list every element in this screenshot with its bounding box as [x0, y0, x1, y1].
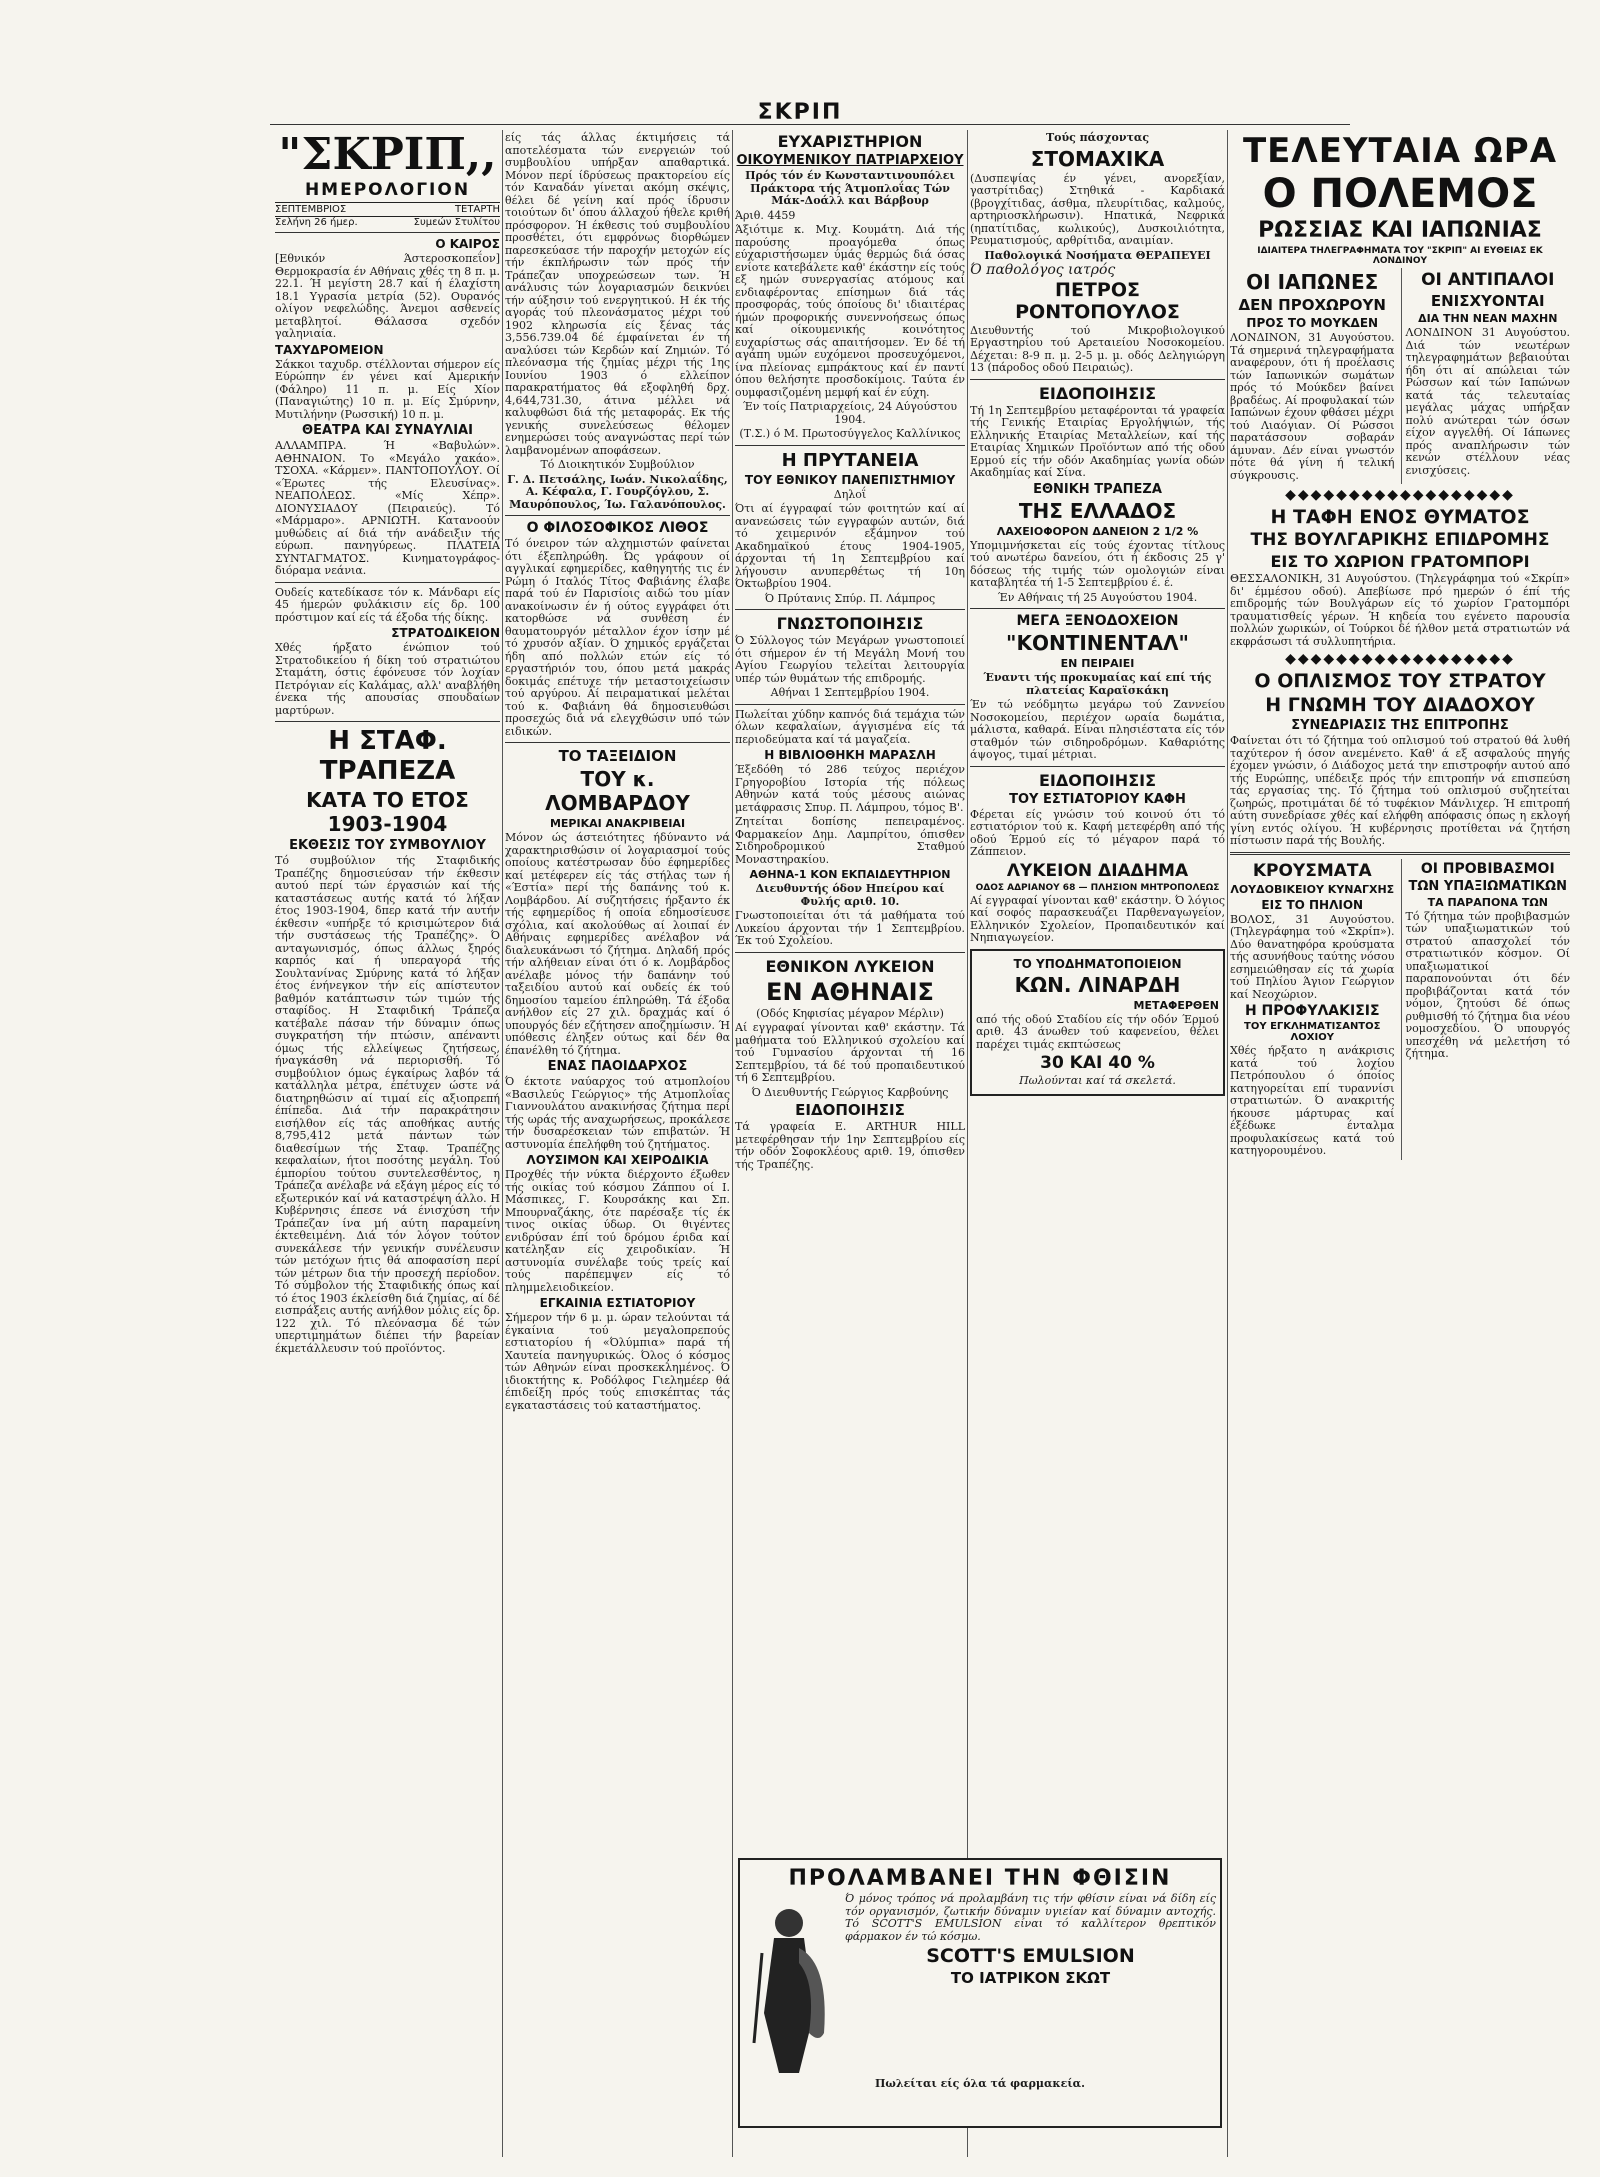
military-court-heading: ΣΤΡΑΤΟΔΙΚΕΙΟΝ — [391, 626, 500, 640]
opponents-article — [1401, 268, 1571, 484]
masthead-subtitle: ΗΜΕΡΟΛΟΓΙΟΝ — [304, 180, 471, 200]
promotions-text: Τό ζήτημα τών προβιβασμών τών υπαξιωματικών τού στρατού απασχολεί τόν στρατιωτικόν κόσμον. Οί υπαξιωματικοί παραπονούνται ότι δέν προβιβάζονται κατά τόν νόμον, ζητούσι δέ όπως ρυθμισθή τό ζήτημα δια νέου νομοσχεδίου. Ό υπουργός υπεσχέθη νά μελετήση τό ζήτημα. — [1405, 909, 1570, 1060]
school-subheading: Διευθυντής όδον Ηπείρου καί Φυλής αριθ. 10. — [755, 882, 945, 908]
restaurant-text: Φέρεται είς γνώσιν τού κοινού ότι τό εστιατόριον τού κ. Καφή μετεφέρθη από τής οδού Έρμού είς τό μέγαρον παρά τό Ζάππειον. — [970, 807, 1225, 858]
lyk-text: Αί εγγραφαί γίνονται καθ' εκάστην. Ό λόγιος καί σοφός παρασκευάζει Παρθεναγωγείον, Ελληνικόν Σχολείον, Προπαιδευτικόν καί Νηπιαγωγείον. — [970, 893, 1225, 944]
military-court-text: Χθές ήρξατο ένώπιον τού Στρατοδικείου ή δίκη τού στρατιώτου Σταμάτη, όστις έφόνευσε τόν λοχίαν Πετρόγιαν είς Καλάμας, αλλ' αναβλήθη ένεκα τής απουσίας σπουδαίων μαρτύρων. — [275, 641, 500, 717]
opponents-heading: ΟΙ ΑΝΤΙΠΑΛΟΙ — [1421, 270, 1555, 290]
bottom-columns — [1230, 859, 1570, 1160]
shoe-ad — [970, 949, 1225, 1096]
lyceum-text: Αί εγγραφαί γίνονται καθ' εκάστην. Τά μαθήματα τού Ελληνικού σχολείου καί τού Γυμνασίου άρχονται τή 16 Σεπτεμβρίου, τά δέ τού προπαιδευτικού τή 6 Σεπτεμβρίου. — [735, 1021, 965, 1084]
hotel-location: ΕΝ ΠΕΙΡΑΙΕΙ — [1060, 657, 1135, 670]
shoe-footer: Πωλούνται καί τά σκελετά. — [1019, 1074, 1176, 1087]
national-bank-date: Έν Αθήναις τή 25 Αυγούστου 1904. — [997, 590, 1198, 604]
burial-heading-3: ΕΙΣ ΤΟ ΧΩΡΙΟΝ ΓΡΑΤΟΜΠΟΡΙ — [1270, 552, 1530, 571]
war-subheading: ΙΔΙΑΙΤΕΡΑ ΤΗΛΕΓΡΑΦΗΜΑΤΑ ΤΟΥ "ΣΚΡΙΠ" ΑΙ ΕΥΘΕΙΑΣ ΕΚ ΛΟΝΔΙΝΟΥ — [1257, 246, 1543, 266]
army-heading: Ο ΟΠΛΙΣΜΟΣ ΤΟΥ ΣΤΡΑΤΟΥ — [1254, 670, 1546, 692]
bank-text: Τό συμβούλιον τής Σταφιδικής Τραπέζης δημοσιεύσαν τήν έκθεσιν αυτού περί τών έργασιών καί τής καταστάσεως αυτής κατά τό λήξαν έτος 1903-1904, δπερ κατά τήν αυτήν έκθεσιν «υπήρξε τό κρισιμώτερον διά τήν συστάσεως τής Τραπέζης». Ό ανταγωνισμός, όπως άλλως ξηρός καρπός καί ή υπεραγορά τής Σουλτανίνας Σμύρνης κατά τό λήξαν έτος ένήνεγκον τήν είς απίστευτον βαθμόν κατάπτωσιν τών τιμών τής σταφίδος. Η Σταφιδική Τράπεζα κατέβαλε πάσαν τήν δύναμιν όπως συγκρατήση τήν πτώσιν, απέναντι όμως τής ελλείψεως ζητήσεως, ήναγκάσθη νά περιορισθή. Τό συμβούλιον όμως έγκαίρως λαβόν τά κατάλληλα μέτρα, έπέτυχεν ώστε νά διατηρηθώσιν αί τιμαί είς αξιοπρεπή έπίπεδα. Διά τήν παρακράτησιν εισήλθον είς τάς αποθήκας αυτής 8,795,412 μετά πάντων τών διαθεσίμων τής Σταφ. Τραπέζης κεφαλαίων, ήτοι ποσότης μεγάλη. Τού έμπορίου τούτου συντελεσθέντος, η Τράπεζα ανέλαβε νά εξάγη μέρος είς τό εξωτερικόν καί νά καταστρέψη άλλο. Η Κυβέρνησις έπεσε νά ένισχύση τήν Τράπεζαν ίνα μή αύτη παραμείνη έκτεθειμένη. Διά τόν λόγον τούτον συνεκάλεσε τήν γενικήν συνέλευσιν τών μετόχων ήτις θά αποφασίση περί τών μέτρων δια τήν προσεχή περίοδον. Τό σύμβολον τής Σταφιδικής όπως καί τό έτος 1903 έκλείσθη διά ζημίας, αί δέ εισπράξεις αυτής ανήλθον μόλις είς δρ. 122 χιλ. Τό πλεόνασμα δέ τών υπερτιμημάτων διέπει τήν βαρείαν έκμετάλλευσιν τού προϊόντος. — [275, 854, 500, 1355]
emulsion-ad-text: Ό μόνος τρόπος νά προλαμβάνη τις τήν φθίσιν είναι νά δίδη είς τόν οργανισμόν, ζωτικήν δύναμιν υγιείαν καί δύναμιν αντοχής. Τό SCOTT'S EMULSION είναι τό καλλίτερον θρεπτικόν φάρμακον έν τώ κόσμω. — [845, 1892, 1216, 1943]
page-header-title: ΣΚΡΙΠ — [757, 100, 843, 125]
hotel-heading: ΜΕΓΑ ΞΕΝΟΔΟΧΕΙΟΝ — [1016, 613, 1179, 629]
bank-subheading: ΚΑΤΑ ΤΟ ΕΤΟΣ 1903-1904 — [306, 788, 469, 836]
column-rule — [1227, 130, 1228, 2157]
thanks-recipient: Πρός τόν έν Κωνσταντινουπόλει Πράκτορα τής Άτμοπλοΐας Τών Μάκ-Δοάλλ και Βάρβουρ — [745, 169, 955, 207]
ornament-divider: ◆◆◆◆◆◆◆◆◆◆◆◆◆◆◆◆◆◆ — [1285, 487, 1515, 503]
hotel-text: Έν τώ νεόδμητω μεγάρω τού Ζαννείου Νοσοκομείου, περιέχον ωραία δωμάτια, μάλιστα, καθαρά. Είναι πλησιέστατα είς τόν σταθμόν τών σιδηροδρόμων. Καθαριότης άψογος, τιμαί μέτριαι. — [970, 698, 1225, 761]
burial-heading: Η ΤΑΦΗ ΕΝΟΣ ΘΥΜΑΤΟΣ — [1270, 506, 1530, 528]
lyk-subheading: ΟΔΟΣ ΑΔΡΙΑΝΟΥ 68 — ΠΛΗΣΙΟΝ ΜΗΤΡΟΠΟΛΕΩΣ — [975, 882, 1220, 893]
post-text: Σάκκοι ταχυδρ. στέλλονται σήμερον είς Εύρώπην έν γένει καί Αμερικήν (Φάληρο) 11 π. μ. Είς Χίον (Παναγιώτης) 10 π. μ. Είς Σμύρνην, Μυτιλήνην (Ρωσσική) 10 π. μ. — [275, 357, 500, 421]
prytany-signature: Ό Πρύτανις Σπύρ. Π. Λάμπρος — [764, 591, 936, 605]
japanese-article — [1230, 268, 1395, 484]
war-columns — [1230, 268, 1570, 484]
doctor-sub: Παθολογικά Νοσήματα ΘΕΡΑΠΕΥΕΙ — [984, 248, 1211, 262]
restaurant-opening-text: Σήμερον τήν 6 μ. μ. ώραν τελούνται τά έγκαίνια τού μεγαλοπρεπούς εστιατορίου ή «Όλύμπια» παρά τή Χαυτεία πανηγυρικώς. Όλος ό κόσμος τών Αθηνών είναι προσκεκλημένος. Ό ιδιοκτήτης κ. Ροδόλφος Γιελημέερ θά έπιδείξη πρός τούς επισκέπτας τάς εγκαταστάσεις τού καταστήματος. — [505, 1311, 730, 1412]
bank-continued-text: είς τάς άλλας έκτιμήσεις τά αποτελέσματα τών ενεργειών τού συμβουλίου υπήρξαν απαθαρτικά. Μόνον περί ίδρύσεως πρακτορείου είς τόν Καναδάν γίνεται ακόμη σκέψις, θέλει δέ γείνη καί πρός ίδρυσιν τοιούτων δι' όπου άλλαχού ήθελε κριθή πρόσφορον. Ή έκθεσις τού συμβουλίου προσθέτει, ότι εμφρόνως διορθώμεν παρεσκεύασε τήν παροχήν μετοχών είς τήν έκπλήρωσιν τών πρός τήν Τράπεζαν υποχρεώσεων των. Ή ανάλυσις τών λογαριασμών δεικνύει τήν αύξησιν τού ενεργητικού. Η έκ τής αγοράς τού πλεονάσματος μέχρι τού 1902 κληρωσία είς ξένας τάς 3,556.739.04 δέ έμφαίνεται έν τή αναλύσει τών Κερδών καί Ζημιών. Τό πλεόνασμα τής ζημίας μέχρι τής 1ης Ιουνίου 1903 ό ελλείπον παρακρατήματος θά εξοφληθή δρχ. 4,644,731.30, άτινα μέλλει νά καλυφθώσι διά τής μεταφοράς. Εκ τής γενικής συνελεύσεως θέλομεν ενημερώσει τούς αναγνώστας περί τών λαμβανομένων αποφάσεων. — [505, 131, 730, 457]
stone-text: Τό όνειρον τών αλχημιστών φαίνεται ότι έξεπληρώθη. Ώς γράφουν οί αγγλικαί εφημερίδες, καθηγητής τις έν Ρώμη ό Ιταλός Τίτος Φαβιάνης έλαβε παρά τού έν Παρισίοις αιδώ του μίαν ανακοίνωσιν έν ή ούτος εγγράφει ότι κατορθώσε νά συνθέση έν θαυματουργόν μέταλλον έχον ίσην μέ τό χρυσόν αξίαν. Ό χημικός εργάζεται ήδη από πολλών ετών είς τό εργαστήριόν του, όπου μετά μακράς δοκιμάς επέτυχε τήν μεταστοιχείωσιν τού αργύρου. Αί πειραματικαί μελέται τού κ. Φαβιάνη θά δημοσιευθώσι προσεχώς διά νά ελεγχθώσιν υπό τών ειδικών. — [505, 537, 730, 738]
emulsion-footer: Πωλείται είς όλα τά φαρμακεία. — [875, 2077, 1085, 2090]
column-rule — [502, 130, 503, 2157]
shoe-heading: ΤΟ ΥΠΟΔΗΜΑΤΟΠΟΙΕΙΟΝ — [1013, 956, 1182, 971]
prytany-subheading: Δηλοΐ — [833, 487, 867, 501]
weather-text: [Εθνικόν Άστεροσκοπεΐον] Θερμοκρασία έν Αθήναις χθές τη 8 π. μ. 22.1. Ή μεγίστη 28.7 καί ή έλαχίστη 18.1 Υγρασία μετρία (52). Ουρανός ολίγον νεφελώδης. Άνεμοι ασθενείς μεταβλητοί. Θάλασσα σχεδόν γαληνιαία. — [275, 252, 500, 340]
notice-date: Αθήναι 1 Σεπτεμβρίου 1904. — [770, 686, 930, 699]
shoe-discount: 30 ΚΑΙ 40 % — [1040, 1053, 1155, 1073]
baths-text: Προχθές τήν νύκτα διέρχοντο έξωθεν τής οικίας τού κόσμου Ζάππου οί Ι. Μάσπικες, Γ. Κουρσάκης και Σπ. Μπουρναζάκης, ότε παρέσαξε τίς έκ τινος οικίας ύδωρ. Οι θιγέντες ενιδρύσαν έπί τού δρόμου έριδα καί κατέληξαν είς χειροδικίαν. Ή αστυνομία συνέλαβε τούς τρείς καί τούς παρέπεμψεν είς τό πλημμελειοδικείον. — [505, 1168, 730, 1294]
boy-text: Ό έκτοτε ναύαρχος τού ατμοπλοίου «Βασιλεύς Γεώργιος» τής Ατμοπλοΐας Γιαννουλάτου ανακινήσας ζήτημα περί τής ωράς τής αναχωρήσεως, προκάλεσε τήν δυσαρέσκειαν τών επιβατών. Ή αστυνομία έπελήφθη τού ζητήματος. — [505, 1075, 730, 1151]
prytany-heading: Η ΠΡΥΤΑΝΕΙΑ — [781, 449, 919, 471]
prytany-text: Ότι αί έγγραφαί τών φοιτητών καί αί ανανεώσεις τών εγγραφών αυτών, διά τό χειμερινόν εξάμηνον τού Ακαδημαϊκού έτους 1904-1905, άρχονται τή 1η Σεπτεμβρίου καί λήγουσιν ανυπερθέτως τή 10η Όκτωβρίου 1904. — [735, 502, 965, 590]
stomach-text: (Δυσπεψίας έν γένει, ανορεξίαν, γαστρίτιδας) Στηθικά - Καρδιακά (βρογχίτιδας, άσθμα, πλευρίτιδας, καλμούς, αρτηριοσκλήρωσιν). Ηπατικά, Νεφρικά (ηπατίτιδας, κωλικούς), Δυσκοιλιότητα, Ρευματισμούς, αρθρίτιδα, αναιμίαν. — [970, 171, 1225, 247]
column-rule — [967, 130, 968, 2157]
shoe-text: από τής οδού Σταδίου είς τήν οδόν Έρμού αριθ. 43 άνωθεν τού καφενείου, θέλει παρέχει τιμάς εκπτώσεως — [976, 1012, 1219, 1051]
weather-heading: Ο ΚΑΙΡΟΣ — [435, 237, 500, 251]
japanese-heading: ΟΙ ΙΑΠΩΝΕΣ — [1246, 270, 1379, 294]
thanks-heading-2: ΟΙΚΟΥΜΕΝΙΚΟΥ ΠΑΤΡΙΑΡΧΕΙΟΥ — [736, 153, 964, 168]
war-heading-2: ΡΩΣΣΙΑΣ ΚΑΙ ΙΑΠΩΝΙΑΣ — [1258, 218, 1542, 243]
tobacco-ad: Πωλείται χύδην καπνός διά τεμάχια τών όλων κεφαλαίων, άγγισμένα είς τά περιοδεύματα καί τά μαγαζεία. — [735, 707, 965, 746]
japanese-text: ΛΟΝΔΙΝΟΝ, 31 Αυγούστου. Τά σημερινά τηλεγραφήματα αναφέρουν, ότι ή προέλασις τών Ιαπωνικών σωμάτων πρός τό Μούκδεν βαίνει βραδέως. Αί προφυλακαί τών Ιαπώνων έχουν φθάσει μέχρι τού Λιαόγιαν. Οί Ρώσσοι παρατάσσουν σοβαράν άμυναν. Δέν είναι γνωστόν πότε θά γίνη ή τελική σύγκρουσις. — [1230, 331, 1395, 482]
crime-text: Ουδείς κατεδίκασε τόν κ. Μάνδαρι είς 45 ήμερών φυλάκισιν είς δρ. 100 πρόστιμον καί είς τά έξοδα τής δίκης. — [275, 585, 500, 624]
saint-day: Συμεών Στυλίτου — [413, 217, 500, 228]
meeting-heading: ΕΙΔΟΠΟΙΗΣΙΣ — [1038, 383, 1156, 403]
weekday: ΤΕΤΑΡΤΗ — [454, 204, 500, 215]
restaurant-opening-heading: ΕΓΚΑΙΝΙΑ ΕΣΤΙΑΤΟΡΙΟΥ — [539, 1296, 696, 1310]
trip-text: Μόνον ώς άστειότητες ήδύναντο νά χαρακτηρισθώσιν οί λογαριασμοί τούς οποίους κατέστρωσαν δύο έφημερίδες καί μετέφερεν είς τάς στήλας των ή «Έστία» περί τής δαπάνης τού κ. Λομβάρδου. Αί συζητήσεις ήρξαντο έκ τής εφημερίδος ή οποία εδημοσίευσε σχόλια, καί ακολούθως αί λοιπαί έν Αθήναις εφημερίδες ανέλαβον νά διαλευκάνωσι τό ζήτημα. Δηλαδή πρός τήν αλήθειαν είναι ότι ό κ. Λομβάρδος ανέλαβε μόνος τήν δαπάνην τού ταξειδίου αυτού καί ουδείς έκ τού δημοσίου ταμείου έπληρώθη. Τά έξοδα ανήλθον είς 27 χιλ. δραχμάς καί ό υπουργός δέν εζήτησεν αποζημίωσιν. Ή υπόθεσις έληξεν ούτως καί δέν θα έπανέλθη τό ζήτημα. — [505, 831, 730, 1057]
promotions-heading: ΟΙ ΠΡΟΒΙΒΑΣΜΟΙ — [1420, 860, 1555, 877]
notice-2-heading: ΕΙΔΟΠΟΙΗΣΙΣ — [795, 1101, 905, 1119]
theatre-text: ΑΛΛΑΜΠΡΑ. Ή «Βαβυλών». ΑΘΗΝΑΙΟΝ. Το «Μεγάλο χακάο». ΤΣΟΧΑ. «Κάρμεν». ΠΑΝΤΟΠΟΥΛΟΥ. Οί «Έρωτες τής Ελευσίνας». ΝΕΑΠΟΛΕΩΣ. «Μίς Χέπρ». ΔΙΟΝΥΣΙΑΔΟΥ (Πειραιεύς). Τό «Μάρμαρο». ΑΡΝΙΩΤΗ. Κατανοούν μυθώδεις αί διά τήν ανάδειξιν τής εύρωπ. πανηγύρεως. ΠΛΑΤΕΙΑ ΣΥΝΤΑΓΜΑΤΟΣ. Κινηματογράφος-διόραμα νεάνια. — [275, 439, 500, 577]
boy-heading: ΕΝΑΣ ΠΑΟΙΔΑΡΧΟΣ — [547, 1059, 688, 1074]
restaurant-heading: ΕΙΔΟΠΟΙΗΣΙΣ — [1038, 770, 1156, 790]
column-1 — [275, 130, 500, 2157]
guard-heading: Η ΠΡΟΦΥΛΑΚΙΣΙΣ — [1244, 1003, 1380, 1019]
national-bank-heading: ΕΘΝΙΚΗ ΤΡΑΠΕΖΑ — [1033, 481, 1162, 497]
thanks-date: Έν τοίς Πατριαρχείοις, 24 Αύγούστου 1904. — [742, 400, 958, 426]
thanks-number: Άριθ. 4459 — [735, 208, 796, 222]
lyceum-heading-2: ΕΝ ΑΘΗΝΑΙΣ — [766, 977, 934, 1006]
doctor-text: Διευθυντής τού Μικροβιολογικού Εργαστηρίου τού Αρεταιείου Νοσοκομείου. Δέχεται: 8-9 π. μ. 2-5 μ. μ. οδός Δεληγιώργη 13 (πάροδος οδού Πειραιώς). — [970, 323, 1225, 374]
moon-day: Σελήνη 26 ήμερ. — [275, 217, 358, 228]
army-text: Φαίνεται ότι τό ζήτημα τού οπλισμού τού στρατού θά λυθή ταχύτερον ή όσον ανεμένετο. Καθ' ά εξ ασφαλούς πηγής έχομεν γνώσιν, ό Διάδοχος μετά την επιστροφήν αυτού από τής Ευρώπης, υπέδειξε πρός τήν επιτροπήν νά επισπεύση τάς εργασίας της. Τό ζήτημα τού οπλισμού συζητείται ζωηρώς, προτιμάται δέ τό τυφέκιον Μάνλιχερ. Ή επιτροπή αύτη συνεδρίασε χθές καί ελήφθη απόφασις όπως η εκλογή γίνη εντός ολίγου. Ή κυβέρνησις προτίθεται νά ζητήση πίστωσιν παρά τής Βουλής. — [1230, 734, 1570, 847]
emulsion-ad — [738, 1858, 1222, 2128]
header-rule — [270, 124, 1350, 125]
lyceum-signature: Ό Διευθυντής Γεώργιος Καρβούνης — [751, 1085, 949, 1099]
promotions-article — [1401, 859, 1571, 1160]
column-4 — [970, 130, 1225, 2157]
pharmacy-ad: Ζητείται δοπίσης πεπειραμένος. Φαρμακείον Δημ. Λαμπρίτου, όπισθεν Σιδηροδρομικού Σταθμού Μοναστηρακίου. — [735, 815, 965, 866]
post-heading: ΤΑΧΥΔΡΟΜΕΙΟΝ — [275, 342, 384, 357]
column-5 — [1230, 130, 1570, 2157]
lyk-heading: ΛΥΚΕΙΟΝ ΔΙΑΔΗΜΑ — [1006, 860, 1189, 881]
burial-heading-2: ΤΗΣ ΒΟΥΛΓΑΡΙΚΗΣ ΕΠΙΔΡΟΜΗΣ — [1250, 530, 1550, 550]
cases-heading-3: ΕΙΣ ΤΟ ΠΗΛΙΟΝ — [1261, 897, 1364, 912]
stone-heading: Ο ΦΙΛΟΣΟΦΙΚΟΣ ΛΙΘΟΣ — [526, 520, 709, 536]
trip-heading-2: ΤΟΥ κ. ΛΟΜΒΑΡΔΟΥ — [545, 767, 690, 815]
theatre-heading: ΘΕΑΤΡΑ ΚΑΙ ΣΥΝΑΥΛΙΑΙ — [302, 423, 473, 438]
trip-subheading: ΜΕΡΙΚΑΙ ΑΝΑΚΡΙΒΕΙΑΙ — [549, 817, 686, 830]
school-text: Γνωστοποιείται ότι τά μαθήματα τού Λυκείου άρχονται τήν 1 Σεπτεμβρίου. Έκ τού Σχολείου. — [735, 909, 965, 947]
school-heading: ΑΘΗΝΑ-1 ΚΟΝ ΕΚΠΑΙΔΕΥΤΗΡΙΟΝ — [749, 868, 951, 881]
army-heading-2: Η ΓΝΩΜΗ ΤΟΥ ΔΙΑΔΟΧΟΥ — [1265, 694, 1535, 716]
stomach-heading: ΣΤΟΜΑΧΙΚΑ — [1030, 146, 1165, 171]
date-row — [275, 202, 500, 217]
guard-heading-2: ΤΟΥ ΕΓΚΛΗΜΑΤΙΣΑΝΤΟΣ ΛΟΧΙΟΥ — [1244, 1021, 1381, 1043]
thanks-signature: (Τ.Σ.) ό Μ. Πρωτοσύγγελος Καλλίνικος — [739, 427, 961, 440]
month: ΣΕΠΤΕΜΒΡΙΟΣ — [275, 204, 347, 215]
burial-text: ΘΕΣΣΑΛΟΝΙΚΗ, 31 Αυγούστου. (Τηλεγράφημα τού «Σκρίπ» δι' έμμέσου οδού). Απεβίωσε πρό ημερών ό έπί τής επιδρομής τών Βουλγάρων είς τό χωρίον Γρατομπόρι τραυματισθείς γέρων. Ή κηδεία του εγένετο παρουσία πολλών χωρικών, οί Τούρκοι δέ ήλθον μετά στρατιωτών νά εκφράσωσι τά συλλυπητήρια. — [1230, 572, 1570, 648]
cases-article — [1230, 859, 1395, 1160]
column-rule — [732, 130, 733, 2157]
cases-heading-2: ΛΟΥΔΟΒΙΚΕΙΟΥ ΚΥΝΑΓΧΗΣ — [1230, 882, 1395, 896]
lyceum-heading: ΕΘΝΙΚΟΝ ΛΥΚΕΙΟΝ — [765, 956, 935, 976]
doctor-pre: Ό παθολόγος ιατρός — [970, 262, 1116, 278]
national-bank-text: Υπομιμνήσκεται είς τούς έχοντας τίτλους τού ανωτέρω δανείου, ότι ή έκδοσις 25 γ' δόσεως τής τιμής τών ομολογιών είναι καταβλητέα τή 1-5 Σεπτεμβρίου έ. έ. — [970, 538, 1225, 589]
cases-text: ΒΟΛΟΣ, 31 Αυγούστου. (Τηλεγράφημα τού «Σκρίπ»). Δύο θανατηφόρα κρούσματα τής ασυνήθους ταύτης νόσου εσημειώθησαν είς τά χωρία τού Πηλίου Άγιον Γεώργιον καί Νεοχώριον. — [1230, 912, 1395, 1001]
calendar-row — [275, 217, 500, 228]
war-heading: Ο ΠΟΛΕΜΟΣ — [1262, 171, 1538, 217]
fisherman-with-fish-icon — [744, 1893, 839, 2078]
bank-subheading-2: ΕΚΘΕΣΙΣ ΤΟΥ ΣΥΜΒΟΥΛΙΟΥ — [289, 838, 486, 853]
notice-heading: ΓΝΩΣΤΟΠΟΙΗΣΙΣ — [776, 614, 924, 633]
guard-text: Χθές ήρξατο η ανάκρισις κατά τού λοχίου Πετρόπουλου ό όποίος κατηγορείται επί τυραννίσι στρατιωτών. Ό ανακριτής ήκουσε μάρτυρας καί έξέδωκε ένταλμα προφυλακίσεως κατά τού κατηγορουμένου. — [1230, 1044, 1395, 1157]
masthead-title: "ΣΚΡΙΠ,, — [278, 130, 497, 180]
opponents-text: ΛΟΝΔΙΝΟΝ 31 Αυγούστου. Διά τών νεωτέρων τηλεγραφημάτων βεβαιούται ήδη ότι αί απώλειαι τών Ρώσσων καί τών Ιαπώνων κατά τάς τελευταίας μεγάλας μάχας υπήρξαν πολύ ανώτεραι τών όσων είχον αγγελθή. Οί Ιάπωνες πρός αναπλήρωσιν τών κενών στέλλουν νέας ενισχύσεις. — [1405, 326, 1570, 477]
trip-heading: ΤΟ ΤΑΞΕΙΔΙΟΝ — [558, 747, 677, 765]
notice-text: Ό Σύλλογος τών Μεγάρων γνωστοποιεί ότι σήμερον έν τή Μεγάλη Μονή του Αγίου Γεωργίου τελείται λειτουργία υπέρ τών θυμάτων τής επιδρομής. — [735, 634, 965, 685]
japanese-heading-2: ΔΕΝ ΠΡΟΧΩΡΟΥΝ — [1238, 296, 1386, 314]
hotel-name: "ΚΟΝΤΙΝΕΝΤΑΛ" — [1006, 631, 1189, 655]
shoe-subheading: ΜΕΤΑΦΕΡΘΕΝ — [1133, 998, 1219, 1012]
library-heading: Η ΒΙΒΛΙΟΘΗΚΗ ΜΑΡΑΣΛΗ — [764, 748, 936, 762]
bank-heading: Η ΣΤΑΦ. ΤΡΑΠΕΖΑ — [319, 726, 456, 786]
last-hour-heading: ΤΕΛΕΥΤΑΙΑ ΩΡΑ — [1242, 131, 1558, 171]
emulsion-subheading: ΤΟ ΙΑΤΡΙΚΟΝ ΣΚΩΤ — [950, 1969, 1111, 1987]
library-text: Έξεδόθη τό 286 τεύχος περιέχον Γρηγοροβίου Ιστορία τής πόλεως Αθηνών κατά τούς μέσους αιώνας μετάφρασις Σπυρ. Π. Λάμπρου, τόμος Β'. — [735, 763, 965, 814]
promotions-heading-3: ΤΑ ΠΑΡΑΠΟΝΑ ΤΩΝ — [1427, 895, 1548, 909]
ornament-divider: ◆◆◆◆◆◆◆◆◆◆◆◆◆◆◆◆◆◆ — [1285, 651, 1515, 667]
thanks-heading: ΕΥΧΑΡΙΣΤΗΡΙΟΝ — [777, 132, 923, 151]
army-heading-3: ΣΥΝΕΔΡΙΑΣΙΣ ΤΗΣ ΕΠΙΤΡΟΠΗΣ — [1291, 718, 1509, 733]
emulsion-ad-title: ΠΡΟΛΑΜΒΑΝΕΙ ΤΗΝ ΦΘΙΣΙΝ — [788, 1866, 1172, 1891]
board-signatures: Γ. Δ. Πετσάλης, Ιωάν. Νικολαΐδης, Α. Κέφαλα, Γ. Γουρζόγλου, Σ. Μαυρόπουλος, Ίω. Γαλανόπουλος. — [507, 472, 728, 511]
column-3 — [735, 130, 965, 2157]
opponents-heading-2: ΕΝΙΣΧΥΟΝΤΑΙ — [1430, 292, 1545, 310]
japanese-heading-3: ΠΡΟΣ ΤΟ ΜΟΥΚΔΕΝ — [1246, 316, 1379, 330]
notice-2-text: Τά γραφεία Ε. ARTHUR HILL μετεφέρθησαν τήν 1ην Σεπτεμβρίου είς τήν οδόν Σοφοκλέους αριθ. 19, όπισθεν τής Τραπέζης. — [735, 1120, 965, 1171]
thanks-text: Άξιότιμε κ. Μιχ. Κουμάτη. Διά τής παρούσης προαγόμεθα όπως εύχαριστήσωμεν ύμάς θερμώς διά όσας ενίοτε κατεβάλετε καθ' έκάστην είς τούς εξ ημών συνεργασίας ατόμους καί ενδιαφέροντας επίσημων διά τάς προσφοράς, τούς όποίους δι' ιδιαιτέρας ήμών προφορικής συνεννοήσεως όπως καί οίκουμενικής κοινότητος ευχαρίστως σάς απαιτήσομεν. Έν δέ τή αγάπη υμών ευχόμενοι προσευχόμενοι, ίνα πλείονας εμπράκτους καί έν παντί όπου θελήσητε προσδοκίμοις. Ταύτα έν ουμφασιζομένη μεμφή καί έν εύχη. — [735, 223, 965, 399]
meeting-text: Τή 1η Σεπτεμβρίου μεταφέρονται τά γραφεία τής Γενικής Εταιρίας Εργολήψιών, τής Ελληνικής Εταιρίας Μεταλλείων, καί τής Εταιρίας Χημικών Προϊόντων από τής οδού Ερμού είς τήν οδόν Ακαδημίας γωνία οδών Ακαδημίας καί Σίνα. — [970, 403, 1225, 479]
cases-heading: ΚΡΟΥΣΜΑΤΑ — [1252, 860, 1372, 881]
national-bank-heading-2: ΤΗΣ ΕΛΛΑΔΟΣ — [1018, 498, 1177, 523]
lyceum-address: (Οδός Κηφισίας μέγαρον Μέρλιν) — [756, 1006, 944, 1020]
prytany-heading-2: ΤΟΥ ΕΘΝΙΚΟΥ ΠΑΝΕΠΙΣΤΗΜΙΟΥ — [744, 472, 956, 487]
stomach-pre: Τούς πάσχοντας — [1045, 131, 1150, 144]
column-2 — [505, 130, 730, 2157]
baths-heading: ΛΟΥΣΙΜΟΝ ΚΑΙ ΧΕΙΡΟΔΙΚΙΑ — [526, 1153, 709, 1167]
left-margin — [0, 0, 262, 2177]
restaurant-heading-2: ΤΟΥ ΕΣΤΙΑΤΟΡΙΟΥ ΚΑΦΗ — [1009, 791, 1186, 807]
promotions-heading-2: ΤΩΝ ΥΠΑΞΙΩΜΑΤΙΚΩΝ — [1408, 878, 1567, 894]
emulsion-brand: SCOTT'S EMULSION — [926, 1945, 1135, 1967]
doctor-name: ΠΕΤΡΟΣ ΡΟΝΤΟΠΟΥΛΟΣ — [1015, 278, 1180, 323]
national-bank-subheading: ΛΑΧΕΙΟΦΟΡΟΝ ΔΑΝΕΙΟΝ 2 1/2 % — [996, 524, 1199, 538]
hotel-address: Έναντι τής προκυμαίας καί επί τής πλατείας Καραϊσκάκη — [983, 671, 1212, 697]
shoe-name: ΚΩΝ. ΛΙΝΑΡΔΗ — [1014, 972, 1181, 997]
board-heading: Τό Διοικητικόν Συμβούλιον — [540, 458, 695, 471]
opponents-heading-3: ΔΙΑ ΤΗΝ ΝΕΑΝ ΜΑΧΗΝ — [1418, 312, 1558, 325]
